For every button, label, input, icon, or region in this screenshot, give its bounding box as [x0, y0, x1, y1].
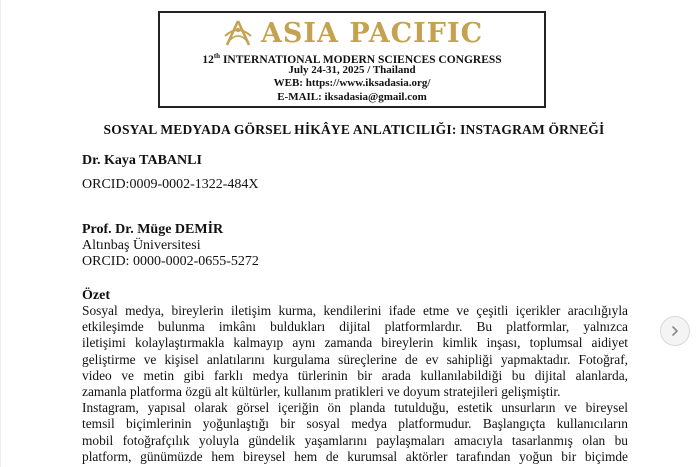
abstract-line: platform, günümüzde hem bireysel hem de kurumsal aktörler tarafından yoğun bir biçimde — [82, 448, 628, 464]
carousel-next-button[interactable] — [660, 316, 690, 346]
abstract-line: temsil biçimlerinin yoğunlaştığı bir sosyal medya platformudur. Başlangıçta kullanıcıların — [82, 416, 628, 432]
frame-edge — [0, 0, 1, 467]
abstract-line: video ve metin gibi farklı medya türlerinin bir arada kullanılabildiği bu dijital alanlarda, — [82, 367, 628, 383]
congress-logo — [160, 16, 544, 50]
abstract-line: etkileşimde bulunma imkânı buldukları dijital platformlardır. Bu platformlar, yalnızca — [82, 319, 628, 335]
paper-title: SOSYAL MEDYADA GÖRSEL HİKÂYE ANLATICILIĞI: INSTAGRAM ÖRNEĞİ — [103, 122, 605, 137]
logo-emblem-icon — [221, 18, 255, 48]
abstract-line: iletişimi kolaylaştırmakla kalmayıp aynı zamanda bireylerin kimlik inşası, toplumsal aidiyet — [82, 335, 628, 351]
congress-header — [158, 11, 546, 108]
author2-orcid: ORCID: 0000-0002-0655-5272 — [82, 254, 259, 269]
author1-name: Dr. Kaya TABANLI — [82, 153, 202, 168]
abstract-heading: Özet — [82, 288, 110, 303]
congress-email: E-MAIL: iksadasia@gmail.com — [277, 91, 427, 103]
abstract-line: Sosyal medya, bireylerin iletişim kurma, kendilerini ifade etme ve çeşitli içerikler aracılığıyla — [82, 303, 628, 318]
abstract-body — [82, 303, 628, 465]
congress-name: 12th INTERNATIONAL MODERN SCIENCES CONGRESS — [202, 52, 502, 66]
congress-dates: July 24-31, 2025 / Thailand — [288, 64, 416, 76]
author2-name: Prof. Dr. Müge DEMİR — [82, 222, 224, 237]
author2-affiliation: Altınbaş Üniversitesi — [82, 238, 201, 253]
abstract-line: mobil fotoğrafçılık yoluyla gündelik yaşamlarını paylaşmaları amacıyla tasarlanmış olan bu — [82, 432, 628, 448]
congress-web: WEB: https://www.iksadasia.org/ — [273, 77, 431, 89]
logo-text: ASIA PACIFIC — [260, 17, 484, 49]
chevron-right-icon — [669, 325, 681, 337]
abstract-line: zamanla platforma özgü alt kültürler, kullanım pratikleri ve doyum stratejileri gelişmiştir. — [82, 384, 561, 400]
author1-orcid: ORCID:0009-0002-1322-484X — [82, 177, 259, 192]
abstract-line: geliştirme ve kişisel anlatılarını kurgulama süreçlerine de ev sahipliği yapmaktadır. Fotoğraf, — [82, 351, 628, 367]
abstract-line: Instagram, yapısal olarak görsel içeriğin ön planda tutulduğu, estetik unsurların ve bireysel — [82, 400, 628, 416]
